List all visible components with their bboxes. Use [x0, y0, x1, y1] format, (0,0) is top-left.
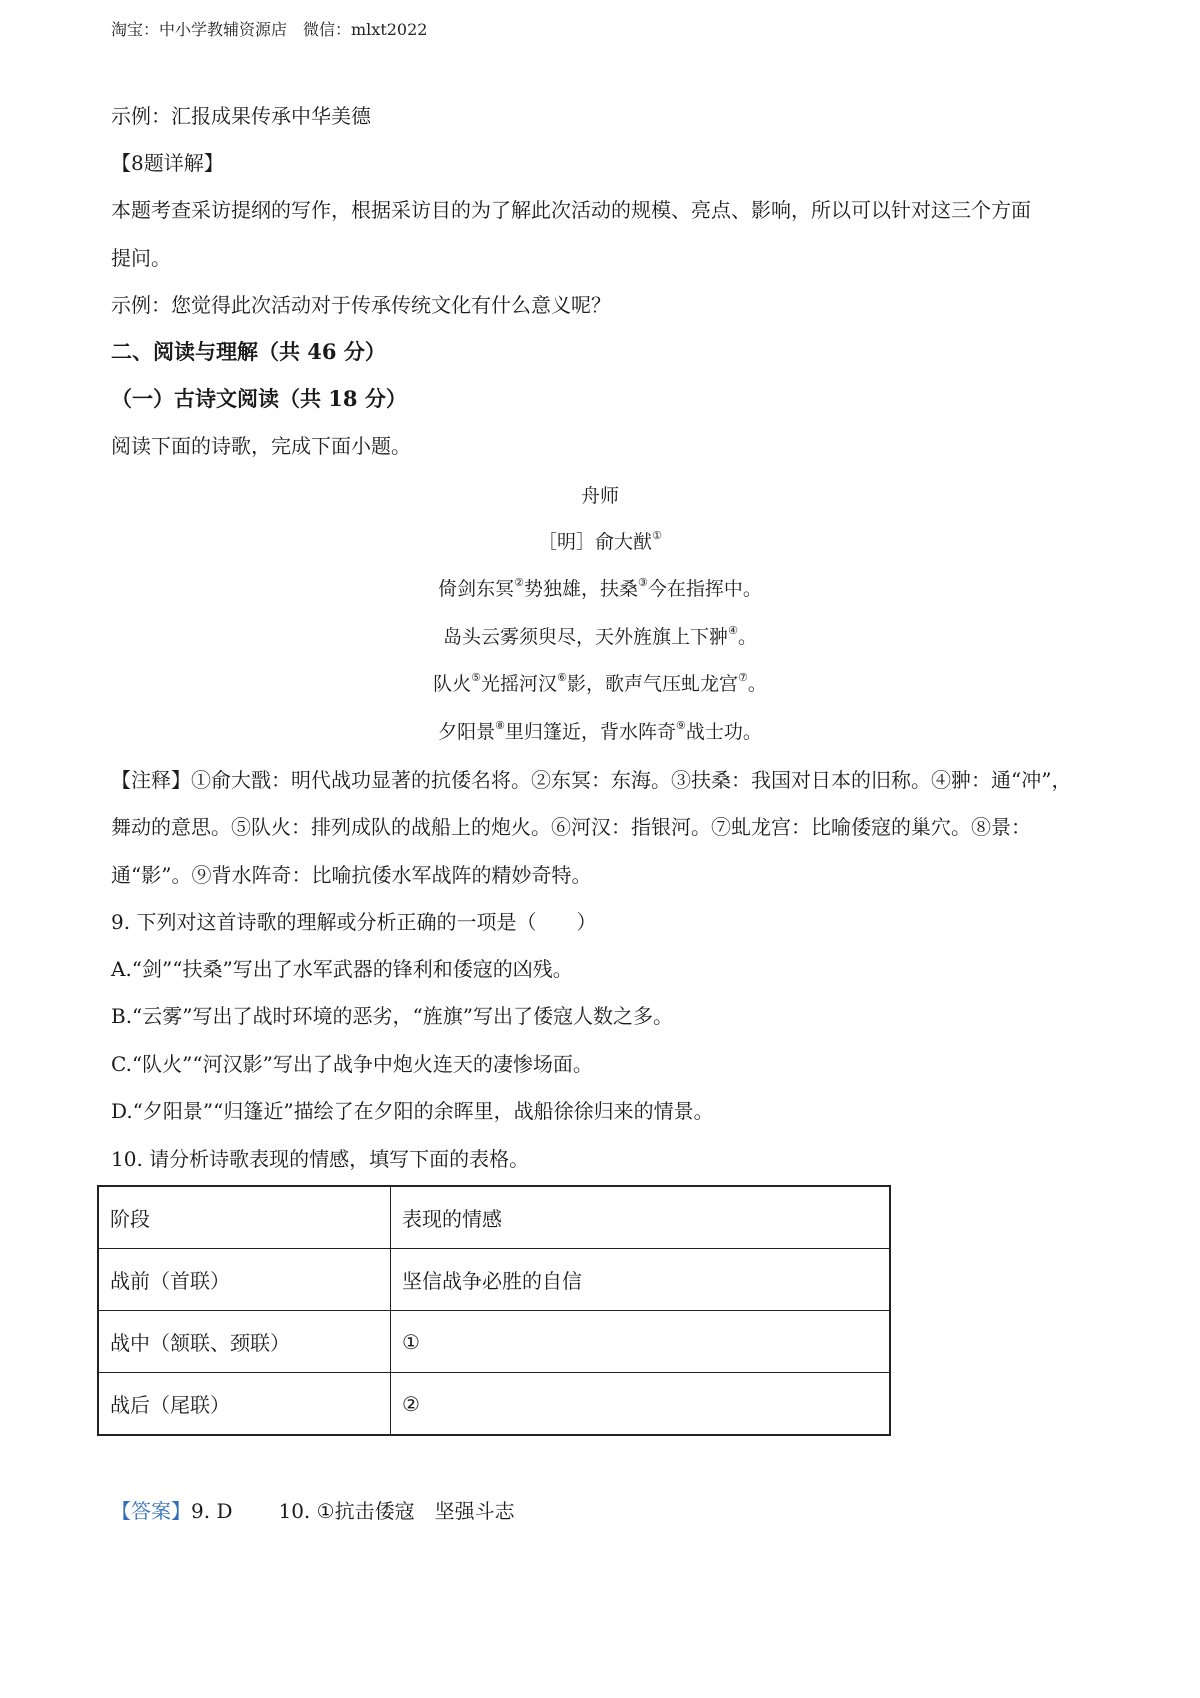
q8-explanation-line-1: 本题考查采访提纲的写作，根据采访目的为了解此次活动的规模、亮点、影响，所以可以针对这三个方面 [111, 198, 1031, 222]
poem-line-3: 队火⑤光摇河汉⑥影，歌声气压虬龙宫⑦。 [433, 670, 767, 695]
table-header-cell: 阶段 [98, 1186, 391, 1249]
example-text: 示例：汇报成果传承中华美德 [111, 104, 371, 128]
answer-q10: 10. ①抗击倭寇 坚强斗志 [278, 1499, 515, 1523]
poem-line-1: 倚剑东冥②势独雄，扶桑③今在指挥中。 [438, 575, 762, 600]
page-header-watermark: 淘宝：中小学教辅资源店 微信：mlxt2022 [111, 20, 428, 39]
poem-notes-line-3: 通“影”。⑨背水阵奇：比喻抗倭水军战阵的精妙奇特。 [111, 863, 592, 887]
q8-explanation-line-2: 提问。 [111, 246, 171, 270]
poem-author: ［明］俞大猷① [538, 528, 662, 553]
table-cell: 战中（颔联、颈联） [98, 1311, 391, 1373]
section-heading: 二、阅读与理解（共 46 分） [111, 339, 386, 364]
poem-notes-line-1: 【注释】①俞大戬：明代战功显著的抗倭名将。②东冥：东海。③扶桑：我国对日本的旧称。④翀：通“冲”， [111, 768, 1072, 792]
poem-title: 舟师 [580, 485, 619, 507]
table-row [98, 1311, 890, 1373]
answer-q9: 9. D [191, 1499, 233, 1523]
table-cell: ② [391, 1373, 891, 1436]
q8-detail-title: 【8题详解】 [111, 151, 224, 175]
q9-option-d: D.“夕阳景”“归篷近”描绘了在夕阳的余晖里，战船徐徐归来的情景。 [111, 1099, 714, 1123]
q8-example: 示例：您觉得此次活动对于传承传统文化有什么意义呢？ [111, 293, 611, 317]
answer-line [111, 1498, 515, 1524]
question-10: 10. 请分析诗歌表现的情感，填写下面的表格。 [111, 1147, 530, 1171]
table-cell: ① [391, 1311, 891, 1373]
emotion-table [97, 1185, 891, 1436]
table-header-cell: 表现的情感 [391, 1186, 891, 1249]
answer-tag: 【答案】 [111, 1499, 191, 1523]
table-row [98, 1373, 890, 1436]
q9-option-b: B.“云雾”写出了战时环境的恶劣，“旌旗”写出了倭寇人数之多。 [111, 1004, 673, 1028]
q9-option-c: C.“队火”“河汉影”写出了战争中炮火连天的凄惨场面。 [111, 1052, 593, 1076]
table-cell: 坚信战争必胜的自信 [391, 1249, 891, 1311]
reading-instruction: 阅读下面的诗歌，完成下面小题。 [111, 434, 411, 458]
subsection-heading: （一）古诗文阅读（共 18 分） [111, 386, 407, 411]
question-9: 9. 下列对这首诗歌的理解或分析正确的一项是（ ） [111, 910, 597, 934]
poem-line-4: 夕阳景⑧里归篷近，背水阵奇⑨战士功。 [438, 718, 762, 743]
poem-notes-line-2: 舞动的意思。⑤队火：排列成队的战船上的炮火。⑥河汉：指银河。⑦虬龙宫：比喻倭寇的巢穴。⑧景： [111, 815, 1031, 839]
q9-option-a: A.“剑”“扶桑”写出了水军武器的锋利和倭寇的凶残。 [111, 957, 573, 981]
table-row [98, 1249, 890, 1311]
table-header-row [98, 1186, 890, 1249]
table-cell: 战后（尾联） [98, 1373, 391, 1436]
poem-line-2: 岛头云雾须臾尽，天外旌旗上下翀④。 [443, 623, 757, 648]
table-cell: 战前（首联） [98, 1249, 391, 1311]
